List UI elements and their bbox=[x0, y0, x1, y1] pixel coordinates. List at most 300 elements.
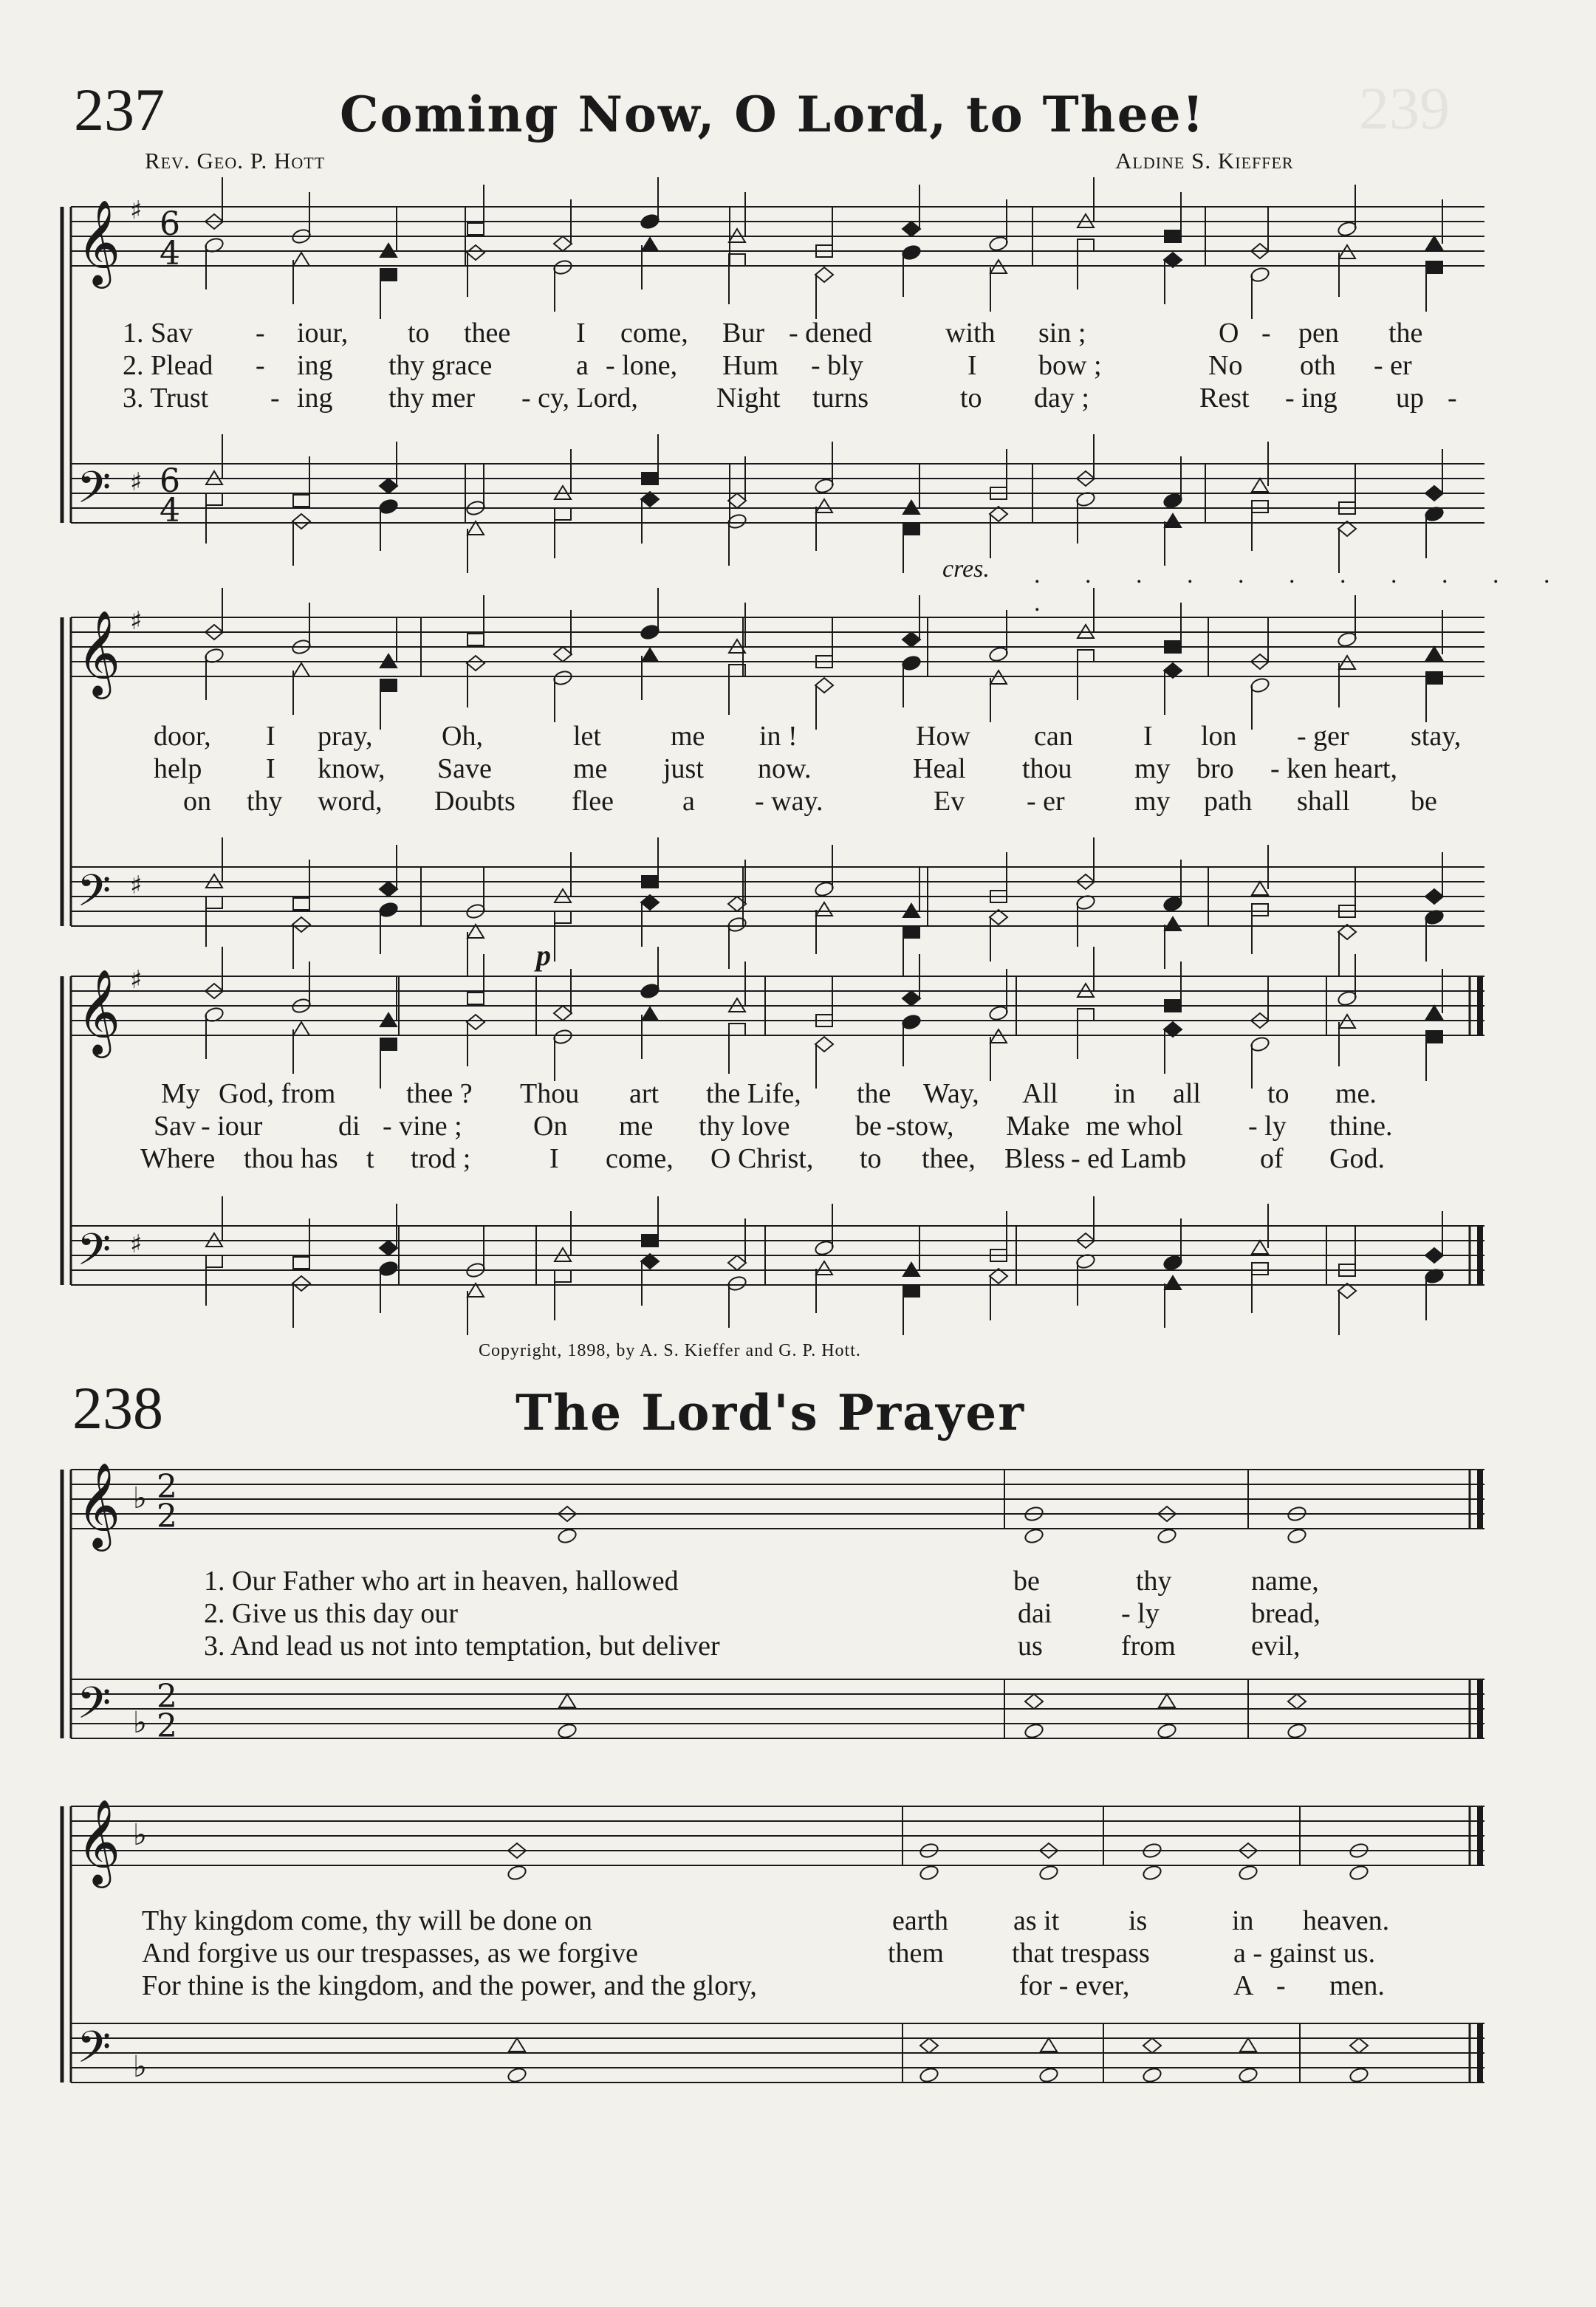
note-head bbox=[380, 1038, 397, 1050]
note-head bbox=[380, 1241, 397, 1255]
syllable: a - gainst us. bbox=[1233, 1938, 1376, 1969]
treble-clef: 𝄞 bbox=[77, 609, 121, 696]
note-head bbox=[509, 2038, 525, 2051]
syllable: 3. Trust bbox=[123, 383, 209, 414]
note-head bbox=[1038, 2066, 1059, 2083]
note-head bbox=[1157, 1722, 1177, 1739]
syllable: stay, bbox=[1411, 721, 1462, 752]
syllable: all bbox=[1173, 1078, 1201, 1109]
syllable: Bless bbox=[1004, 1143, 1066, 1174]
hymn-title: The Lord's Prayer bbox=[516, 1384, 1026, 1442]
note-head bbox=[901, 244, 922, 261]
syllable: - ger bbox=[1297, 721, 1349, 752]
note-head bbox=[378, 901, 399, 918]
syllable: to bbox=[1267, 1078, 1290, 1109]
note-head bbox=[642, 238, 658, 251]
syllable: For thine is the kingdom, and the power, and the glory, bbox=[142, 1970, 757, 2001]
note-head bbox=[901, 654, 922, 671]
syllable: on bbox=[183, 786, 211, 817]
note-head bbox=[1426, 647, 1442, 660]
syllable: I bbox=[967, 350, 977, 381]
syllable: my bbox=[1134, 753, 1171, 784]
note-head bbox=[1165, 917, 1181, 930]
copyright-notice: Copyright, 1898, by A. S. Kieffer and G. P. Hott. bbox=[479, 1341, 861, 1360]
syllable: name, bbox=[1251, 1566, 1319, 1597]
note-head bbox=[555, 508, 571, 520]
bass-clef: 𝄢 bbox=[77, 865, 112, 927]
note-head bbox=[555, 1270, 571, 1282]
note-head bbox=[642, 1235, 658, 1247]
note-head bbox=[988, 1004, 1009, 1021]
syllable: All bbox=[1022, 1078, 1058, 1109]
bleed-through-page-number: 239 bbox=[1359, 75, 1450, 142]
syllable: men. bbox=[1329, 1970, 1385, 2001]
syllable: 3. And lead us not into temptation, but deliver bbox=[204, 1631, 720, 1662]
note-head bbox=[640, 623, 660, 640]
syllable: my bbox=[1134, 786, 1171, 817]
crescendo-dots: . . . . . . . . . . . . bbox=[1034, 561, 1569, 617]
syllable: me bbox=[573, 753, 608, 784]
syllable: I bbox=[576, 318, 586, 349]
note-head bbox=[559, 1694, 575, 1707]
note-head bbox=[552, 258, 573, 275]
key-signature-flat: ♭ bbox=[133, 1481, 147, 1515]
note-head bbox=[206, 1255, 222, 1267]
syllable: How bbox=[916, 721, 970, 752]
note-head bbox=[1078, 1009, 1094, 1021]
syllable: pen bbox=[1298, 318, 1339, 349]
note-head bbox=[1165, 641, 1181, 653]
note-head bbox=[467, 1015, 484, 1029]
treble-clef: 𝄞 bbox=[77, 968, 121, 1055]
syllable: of bbox=[1260, 1143, 1284, 1174]
note-head bbox=[1337, 990, 1357, 1007]
syllable: oth bbox=[1300, 350, 1336, 381]
syllable: Save bbox=[437, 753, 492, 784]
note-head bbox=[1025, 1694, 1043, 1709]
bass-clef: 𝄢 bbox=[77, 1677, 112, 1739]
syllable: ing bbox=[297, 383, 333, 414]
syllable: in bbox=[1114, 1078, 1136, 1109]
syllable: door, bbox=[154, 721, 211, 752]
note-head bbox=[814, 880, 835, 897]
note-head bbox=[1250, 266, 1270, 283]
syllable: me bbox=[619, 1111, 654, 1142]
note-head bbox=[903, 632, 920, 647]
syllable: - ed Lamb bbox=[1071, 1143, 1187, 1174]
note-head bbox=[380, 679, 397, 691]
note-head bbox=[815, 678, 833, 693]
note-head bbox=[815, 1037, 833, 1052]
syllable: - er bbox=[1374, 350, 1412, 381]
time-signature-top: 2 bbox=[157, 1678, 177, 1715]
note-head bbox=[920, 2038, 938, 2053]
syllable: flee bbox=[572, 786, 614, 817]
note-head bbox=[1162, 492, 1183, 509]
syllable: Thou bbox=[520, 1078, 580, 1109]
note-head bbox=[1165, 514, 1181, 527]
syllable: be bbox=[1013, 1566, 1040, 1597]
syllable: Ev bbox=[934, 786, 965, 817]
syllable: God, from bbox=[219, 1078, 336, 1109]
note-head bbox=[467, 245, 484, 260]
note-head bbox=[380, 882, 397, 897]
note-head bbox=[293, 495, 309, 507]
note-head bbox=[903, 991, 920, 1006]
treble-clef: 𝄞 bbox=[77, 1461, 121, 1548]
note-head bbox=[468, 993, 484, 1004]
syllable: Heal bbox=[913, 753, 966, 784]
syllable: Night bbox=[716, 383, 781, 414]
syllable: thee bbox=[464, 318, 511, 349]
note-head bbox=[1425, 889, 1443, 904]
syllable: - bbox=[1261, 318, 1271, 349]
note-head bbox=[1024, 1722, 1044, 1739]
note-head bbox=[1165, 1000, 1181, 1012]
syllable: Rest bbox=[1199, 383, 1250, 414]
note-head bbox=[468, 634, 484, 645]
time-signature-bottom: 4 bbox=[160, 235, 180, 272]
syllable: be bbox=[855, 1111, 882, 1142]
syllable: I bbox=[266, 753, 275, 784]
note-head bbox=[919, 1864, 939, 1881]
syllable: - vine ; bbox=[383, 1111, 462, 1142]
time-signature-bottom: 2 bbox=[157, 1498, 177, 1535]
note-head bbox=[1426, 236, 1442, 250]
key-signature-sharp: ♯ bbox=[130, 871, 143, 900]
note-head bbox=[1252, 501, 1268, 513]
syllable: a bbox=[576, 350, 589, 381]
note-head bbox=[557, 1527, 578, 1544]
note-head bbox=[1426, 1031, 1442, 1043]
syllable: thy bbox=[247, 786, 283, 817]
syllable: pray, bbox=[318, 721, 373, 752]
note-head bbox=[1426, 261, 1442, 273]
syllable: dai bbox=[1018, 1598, 1052, 1629]
syllable: is bbox=[1128, 1905, 1148, 1936]
note-head bbox=[1252, 479, 1268, 492]
note-head bbox=[380, 479, 397, 493]
syllable: thy love bbox=[699, 1111, 790, 1142]
hymn-title: Coming Now, O Lord, to Thee! bbox=[340, 86, 1205, 143]
syllable: Bur bbox=[722, 318, 764, 349]
time-signature-top: 6 bbox=[160, 205, 180, 243]
syllable: God. bbox=[1329, 1143, 1385, 1174]
syllable: O bbox=[1219, 318, 1239, 349]
syllable: 1. Sav bbox=[123, 318, 193, 349]
syllable: thou bbox=[1022, 753, 1072, 784]
note-head bbox=[554, 1006, 572, 1021]
note-head bbox=[292, 917, 310, 932]
note-head bbox=[1142, 1864, 1162, 1881]
time-signature-bottom: 2 bbox=[157, 1707, 177, 1745]
note-head bbox=[206, 493, 222, 505]
note-head bbox=[468, 223, 484, 235]
note-head bbox=[642, 876, 658, 888]
note-head bbox=[1024, 1527, 1044, 1544]
note-head bbox=[1337, 220, 1357, 237]
syllable: -stow, bbox=[886, 1111, 954, 1142]
note-head bbox=[816, 1261, 832, 1275]
bass-clef: 𝄢 bbox=[77, 1224, 112, 1286]
note-head bbox=[1287, 1722, 1307, 1739]
note-head bbox=[1349, 2066, 1369, 2083]
note-head bbox=[729, 1024, 745, 1035]
note-head bbox=[727, 916, 747, 933]
hymn-number: 237 bbox=[74, 76, 165, 143]
syllable: I bbox=[549, 1143, 559, 1174]
note-head bbox=[1078, 239, 1094, 251]
syllable: thy grace bbox=[388, 350, 493, 381]
note-head bbox=[728, 493, 746, 508]
note-head bbox=[901, 1013, 922, 1030]
syllable: - bbox=[256, 318, 265, 349]
note-head bbox=[1426, 672, 1442, 684]
note-head bbox=[642, 1007, 658, 1021]
treble-clef: 𝄞 bbox=[77, 199, 121, 285]
note-head bbox=[903, 1285, 919, 1297]
syllable: that trespass bbox=[1012, 1938, 1150, 1969]
syllable: art bbox=[629, 1078, 660, 1109]
syllable: come, bbox=[606, 1143, 674, 1174]
syllable: - er bbox=[1027, 786, 1065, 817]
syllable: me. bbox=[1335, 1078, 1377, 1109]
syllable: a bbox=[682, 786, 695, 817]
note-head bbox=[919, 2066, 939, 2083]
bass-clef: 𝄢 bbox=[77, 462, 112, 524]
syllable: let bbox=[573, 721, 601, 752]
syllable: 1. Our Father who art in heaven, hallowed bbox=[204, 1566, 679, 1597]
note-head bbox=[378, 498, 399, 515]
note-head bbox=[1349, 1864, 1369, 1881]
syllable: them bbox=[888, 1938, 944, 1969]
syllable: the bbox=[857, 1078, 891, 1109]
syllable: Thy kingdom come, thy will be done on bbox=[142, 1905, 593, 1936]
syllable: turns bbox=[812, 383, 869, 414]
note-head bbox=[640, 982, 660, 999]
syllable: for - ever, bbox=[1019, 1970, 1130, 2001]
time-signature-top: 6 bbox=[160, 462, 180, 500]
note-head bbox=[293, 663, 309, 676]
syllable: be bbox=[1411, 786, 1437, 817]
syllable: - cy, Lord, bbox=[521, 383, 638, 414]
syllable: No bbox=[1208, 350, 1243, 381]
syllable: - bbox=[1276, 1970, 1286, 2001]
note-head bbox=[1162, 1254, 1183, 1271]
syllable: now. bbox=[758, 753, 812, 784]
note-head bbox=[1425, 486, 1443, 501]
syllable: 2. Plead bbox=[123, 350, 213, 381]
note-head bbox=[1250, 1035, 1270, 1052]
note-head bbox=[1078, 650, 1094, 662]
syllable: Hum bbox=[722, 350, 778, 381]
note-head bbox=[293, 898, 309, 910]
note-head bbox=[1426, 1006, 1442, 1019]
note-head bbox=[1425, 1248, 1443, 1263]
note-head bbox=[292, 1276, 310, 1291]
syllable: O Christ, bbox=[710, 1143, 814, 1174]
note-head bbox=[642, 473, 658, 484]
syllable: from bbox=[1121, 1631, 1176, 1662]
syllable: - bbox=[270, 383, 280, 414]
syllable: know, bbox=[318, 753, 386, 784]
syllable: - bbox=[1448, 383, 1457, 414]
syllable: My bbox=[161, 1078, 200, 1109]
treble-clef: 𝄞 bbox=[77, 1798, 121, 1885]
note-head bbox=[1287, 1527, 1307, 1544]
syllable: Make bbox=[1006, 1111, 1070, 1142]
note-head bbox=[1162, 895, 1183, 912]
syllable: - ing bbox=[1285, 383, 1338, 414]
syllable: t bbox=[366, 1143, 374, 1174]
syllable: up bbox=[1396, 383, 1424, 414]
syllable: - bbox=[256, 350, 265, 381]
key-signature-sharp: ♯ bbox=[130, 196, 143, 225]
syllable: ing bbox=[297, 350, 333, 381]
syllable: shall bbox=[1297, 786, 1350, 817]
note-head bbox=[988, 235, 1009, 252]
syllable: evil, bbox=[1251, 1631, 1301, 1662]
syllable: - iour bbox=[201, 1111, 263, 1142]
note-head bbox=[378, 1260, 399, 1277]
note-head bbox=[1238, 2066, 1258, 2083]
syllable: thou has bbox=[244, 1143, 338, 1174]
syllable: word, bbox=[318, 786, 383, 817]
syllable: On bbox=[533, 1111, 568, 1142]
note-head bbox=[814, 1239, 835, 1256]
note-head bbox=[1142, 2066, 1162, 2083]
note-head bbox=[1240, 2038, 1256, 2051]
note-head bbox=[1288, 1694, 1306, 1709]
syllable: thee, bbox=[922, 1143, 976, 1174]
key-signature-flat: ♭ bbox=[133, 1818, 147, 1852]
syllable: thy mer bbox=[388, 383, 476, 414]
time-signature-top: 2 bbox=[157, 1468, 177, 1506]
syllable: - ly bbox=[1121, 1598, 1160, 1629]
syllable: lon bbox=[1201, 721, 1237, 752]
note-head bbox=[293, 1257, 309, 1269]
syllable: thy bbox=[1136, 1566, 1172, 1597]
syllable: - lone, bbox=[606, 350, 678, 381]
note-head bbox=[727, 1275, 747, 1292]
note-head bbox=[552, 669, 573, 686]
syllable: in bbox=[1232, 1905, 1254, 1936]
syllable: path bbox=[1204, 786, 1253, 817]
note-head bbox=[206, 897, 222, 908]
note-head bbox=[1157, 1527, 1177, 1544]
note-head bbox=[1159, 1694, 1175, 1707]
key-signature-sharp: ♯ bbox=[130, 965, 143, 995]
syllable: the Life, bbox=[706, 1078, 801, 1109]
syllable: day ; bbox=[1034, 383, 1089, 414]
syllable: me whol bbox=[1086, 1111, 1183, 1142]
syllable: - dened bbox=[789, 318, 872, 349]
syllable: sin ; bbox=[1038, 318, 1086, 349]
note-head bbox=[380, 269, 397, 281]
syllable: us bbox=[1018, 1631, 1043, 1662]
syllable: I bbox=[266, 721, 275, 752]
syllable: thee ? bbox=[406, 1078, 473, 1109]
crescendo-marking: cres. bbox=[942, 555, 990, 583]
note-head bbox=[293, 1022, 309, 1035]
note-head bbox=[507, 2066, 527, 2083]
syllable: I bbox=[1143, 721, 1153, 752]
note-head bbox=[1252, 1263, 1268, 1275]
syllable: with bbox=[945, 318, 996, 349]
syllable: Way, bbox=[923, 1078, 979, 1109]
note-head bbox=[1143, 2038, 1161, 2053]
note-head bbox=[507, 1864, 527, 1881]
note-head bbox=[816, 499, 832, 513]
note-head bbox=[728, 1255, 746, 1270]
note-head bbox=[554, 236, 572, 251]
syllable: - way. bbox=[755, 786, 823, 817]
key-signature-sharp: ♯ bbox=[130, 1230, 143, 1259]
syllable: to bbox=[860, 1143, 882, 1174]
note-head bbox=[1252, 904, 1268, 916]
syllable: trod ; bbox=[411, 1143, 471, 1174]
key-signature-sharp: ♯ bbox=[130, 467, 143, 497]
note-head bbox=[816, 902, 832, 916]
note-head bbox=[1250, 676, 1270, 693]
words-credit: Rev. Geo. P. Hott bbox=[145, 148, 326, 174]
syllable: bread, bbox=[1251, 1598, 1321, 1629]
note-head bbox=[554, 647, 572, 662]
note-head bbox=[903, 926, 919, 938]
syllable: - ken heart, bbox=[1270, 753, 1397, 784]
note-head bbox=[292, 514, 310, 529]
note-head bbox=[1252, 1241, 1268, 1254]
note-head bbox=[293, 253, 309, 266]
syllable: the bbox=[1388, 318, 1423, 349]
syllable: A bbox=[1233, 1970, 1254, 2001]
note-head bbox=[729, 254, 745, 266]
note-head bbox=[557, 1722, 578, 1739]
syllable: can bbox=[1034, 721, 1073, 752]
syllable: heaven. bbox=[1303, 1905, 1390, 1936]
key-signature-sharp: ♯ bbox=[130, 606, 143, 636]
syllable: thine. bbox=[1329, 1111, 1393, 1142]
syllable: me bbox=[671, 721, 705, 752]
syllable: to bbox=[408, 318, 430, 349]
time-signature-bottom: 4 bbox=[160, 492, 180, 529]
note-head bbox=[640, 213, 660, 230]
note-head bbox=[552, 1028, 573, 1045]
note-head bbox=[467, 656, 484, 671]
bass-clef: 𝄢 bbox=[77, 2021, 112, 2083]
note-head bbox=[1165, 230, 1181, 242]
music-credit: Aldine S. Kieffer bbox=[1115, 148, 1294, 174]
note-head bbox=[1165, 1276, 1181, 1289]
syllable: bow ; bbox=[1038, 350, 1102, 381]
note-head bbox=[642, 648, 658, 662]
hymn-number: 238 bbox=[72, 1374, 163, 1442]
syllable: to bbox=[960, 383, 982, 414]
note-head bbox=[1238, 1864, 1258, 1881]
note-head bbox=[815, 267, 833, 282]
syllable: - ly bbox=[1248, 1111, 1287, 1142]
syllable: di bbox=[338, 1111, 360, 1142]
note-head bbox=[903, 523, 919, 535]
syllable: as it bbox=[1013, 1905, 1060, 1936]
note-head bbox=[555, 911, 571, 923]
note-head bbox=[988, 645, 1009, 662]
syllable: just bbox=[663, 753, 704, 784]
syllable: Oh, bbox=[442, 721, 483, 752]
note-head bbox=[1337, 631, 1357, 648]
note-head bbox=[1038, 1864, 1059, 1881]
note-head bbox=[903, 222, 920, 236]
